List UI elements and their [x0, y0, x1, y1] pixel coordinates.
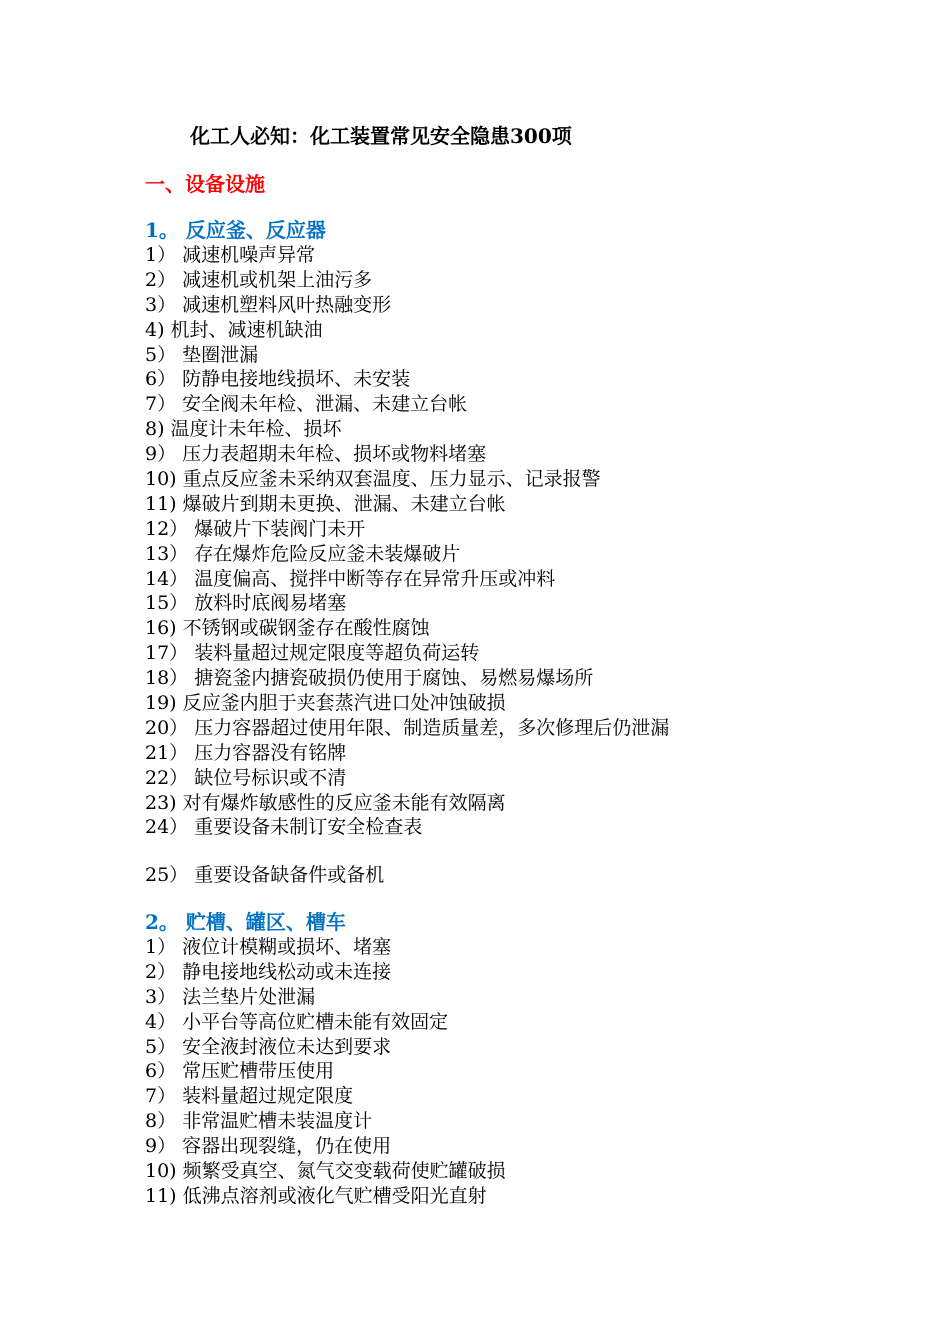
list-item: 4) 机封、减速机缺油 [145, 318, 323, 341]
list-item: 8) 温度计未年检、损坏 [145, 418, 342, 441]
subsection-title: 2。 贮槽、罐区、槽车 [145, 910, 346, 934]
list-item: 2） 静电接地线松动或未连接 [145, 960, 392, 983]
list-item: 25） 重要设备缺备件或备机 [145, 864, 385, 887]
list-item: 7） 装料量超过规定限度 [145, 1085, 354, 1108]
list-item: 12） 爆破片下装阀门未开 [145, 517, 366, 540]
subsection-title: 1。 反应釜、反应器 [145, 218, 326, 242]
list-item: 11) 低沸点溶剂或液化气贮槽受阳光直射 [145, 1184, 487, 1207]
list-item: 19) 反应釜内胆于夹套蒸汽进口处冲蚀破损 [145, 692, 506, 715]
list-item: 14） 温度偏高、搅拌中断等存在异常升压或冲料 [145, 567, 556, 590]
list-item: 8） 非常温贮槽未装温度计 [145, 1110, 373, 1133]
list-item: 16) 不锈钢或碳钢釜存在酸性腐蚀 [145, 617, 430, 640]
list-item: 3） 法兰垫片处泄漏 [145, 985, 316, 1008]
list-item: 10) 重点反应釜未采纳双套温度、压力显示、记录报警 [145, 468, 601, 491]
list-item: 6） 防静电接地线损坏、未安装 [145, 368, 411, 391]
list-item: 5） 垫圈泄漏 [145, 343, 259, 366]
list-item: 1） 减速机噪声异常 [145, 244, 316, 266]
list-item: 21） 压力容器没有铭牌 [145, 741, 347, 764]
list-item: 2） 减速机或机架上油污多 [145, 268, 373, 291]
list-item: 4） 小平台等高位贮槽未能有效固定 [145, 1010, 449, 1033]
list-item: 17） 装料量超过规定限度等超负荷运转 [145, 642, 480, 665]
list-item: 15） 放料时底阀易堵塞 [145, 592, 347, 615]
list-item: 11) 爆破片到期未更换、泄漏、未建立台帐 [145, 492, 506, 515]
list-item: 3） 减速机塑料风叶热融变形 [145, 293, 392, 316]
subsection-tanks [145, 909, 905, 1209]
list-item: 9） 容器出现裂缝，仍在使用 [145, 1135, 392, 1158]
list-item: 1） 液位计模糊或损坏、堵塞 [145, 936, 392, 958]
list-item: 13） 存在爆炸危险反应釜未装爆破片 [145, 542, 461, 565]
list-item: 24） 重要设备未制订安全检查表 [145, 816, 423, 839]
list-item: 6） 常压贮槽带压使用 [145, 1060, 335, 1083]
list-item: 23) 对有爆炸敏感性的反应釜未能有效隔离 [145, 791, 506, 814]
list-item: 10) 频繁受真空、氮气交变载荷使贮罐破损 [145, 1160, 506, 1183]
subsection-reactors [145, 217, 905, 888]
list-item: 5） 安全液封液位未达到要求 [145, 1035, 392, 1058]
list-item: 9） 压力表超期未年检、损坏或物料堵塞 [145, 443, 487, 466]
list-item: 18） 搪瓷釜内搪瓷破损仍使用于腐蚀、易燃易爆场所 [145, 667, 594, 690]
list-item: 7） 安全阀未年检、泄漏、未建立台帐 [145, 393, 468, 416]
document-title: 化工人必知：化工装置常见安全隐患300项 [190, 124, 572, 148]
section-heading: 一、设备设施 [145, 172, 265, 196]
list-item: 22） 缺位号标识或不清 [145, 766, 347, 789]
list-item: 20） 压力容器超过使用年限、制造质量差，多次修理后仍泄漏 [145, 716, 670, 739]
